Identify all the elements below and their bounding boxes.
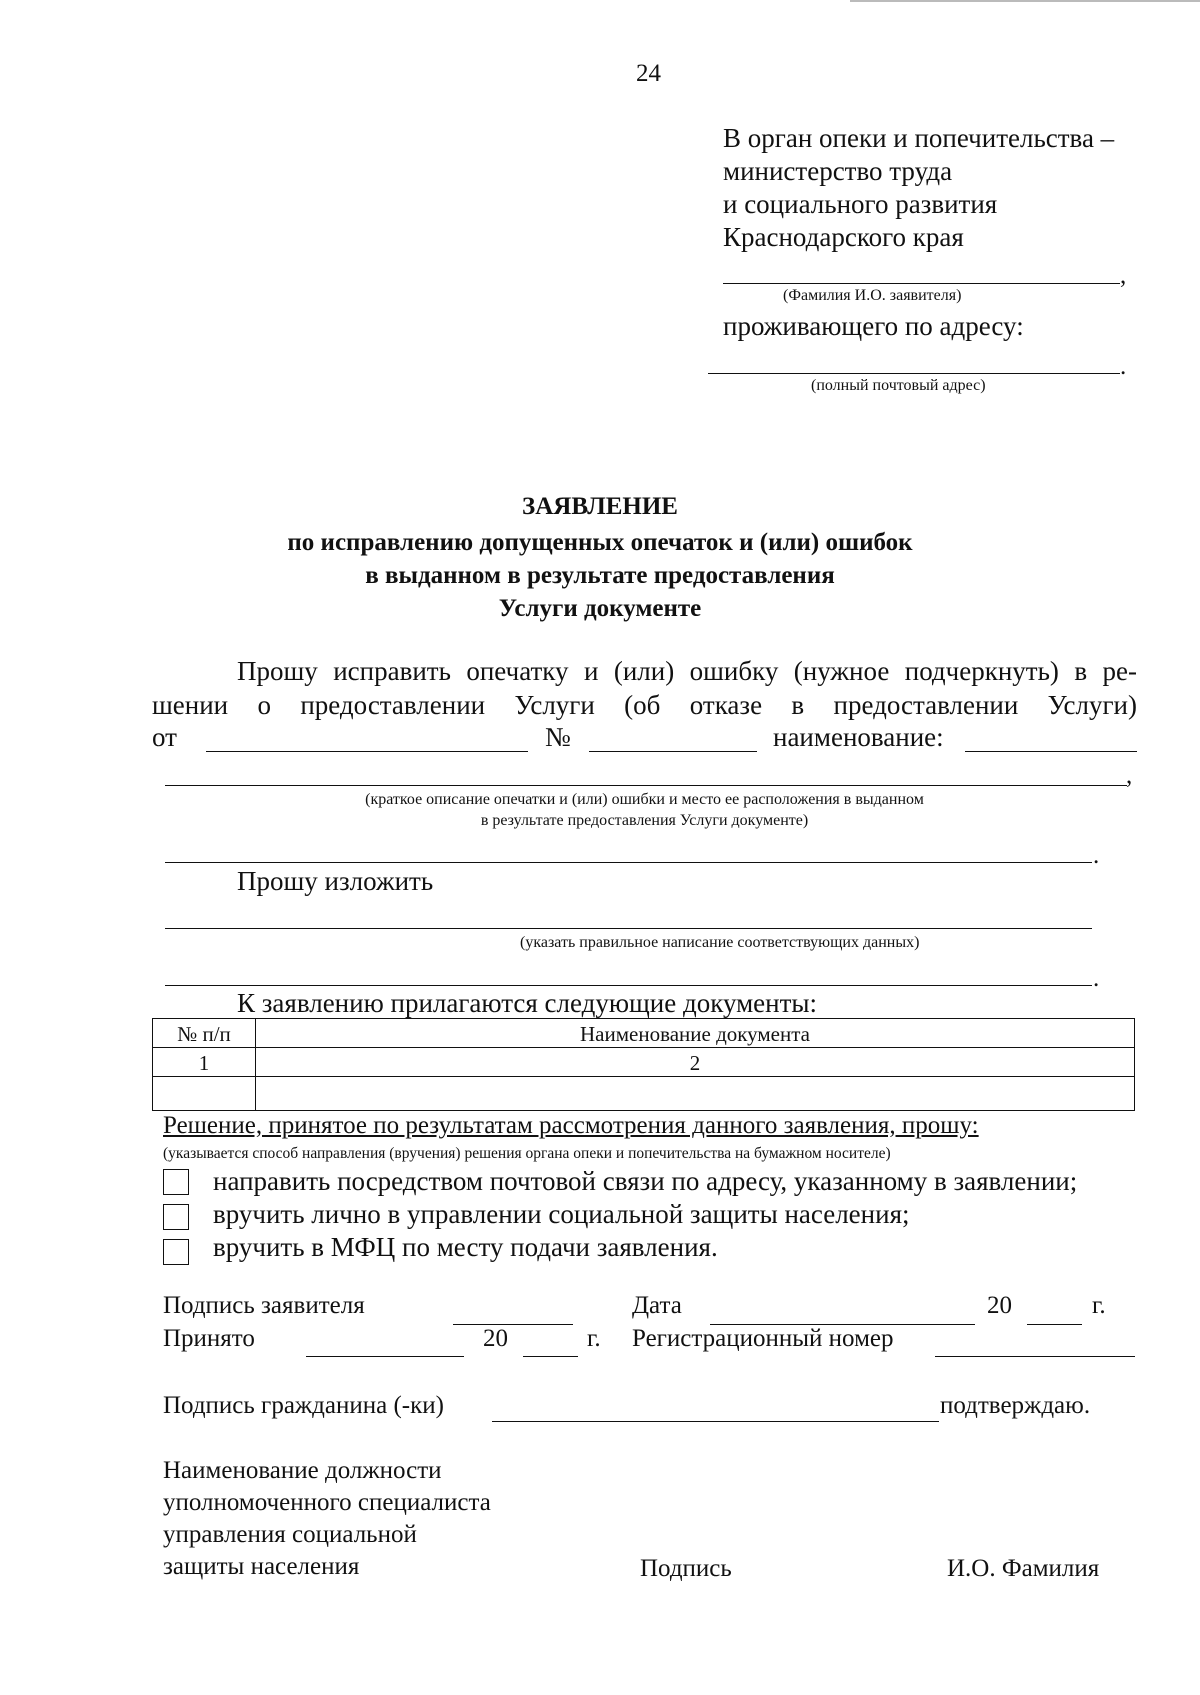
year-prefix: 20 xyxy=(987,1292,1012,1319)
description-field[interactable] xyxy=(165,785,1127,786)
date-label: Дата xyxy=(632,1292,682,1319)
decision-heading: Решение, принятое по результатам рассмотрения данного заявления, прошу: xyxy=(163,1112,979,1139)
position-line-2: уполномоченного специалиста xyxy=(163,1489,491,1516)
request-para-line-1: Прошу исправить опечатку и (или) ошибку (нужное подчеркнуть) в ре- xyxy=(237,656,1137,686)
name-label: наименование: xyxy=(773,722,944,752)
decision-caption: (указывается способ направления (вручения) решения органа опеки и попечительства на бумажном носителе) xyxy=(163,1145,891,1162)
period: . xyxy=(1120,353,1127,380)
comma: , xyxy=(1120,262,1127,289)
full-name-label: И.О. Фамилия xyxy=(947,1555,1100,1582)
addressee-line-2: министерство труда xyxy=(723,156,953,186)
signature-label: Подпись xyxy=(640,1555,732,1582)
period: . xyxy=(1093,842,1100,869)
table-header-cell: Наименование документа xyxy=(256,1019,1135,1048)
title-line-2: по исправлению допущенных опечаток и (или) ошибок xyxy=(287,529,913,556)
accepted-date-field[interactable] xyxy=(306,1356,464,1357)
accepted-year-field[interactable] xyxy=(523,1356,578,1357)
registration-number-label: Регистрационный номер xyxy=(632,1325,894,1352)
table-cell: 2 xyxy=(256,1048,1135,1077)
option-post-label: направить посредством почтовой связи по адресу, указанному в заявлении; xyxy=(213,1166,1078,1196)
correct-data-caption: (указать правильное написание соответствующих данных) xyxy=(520,934,920,951)
accepted-label: Принято xyxy=(163,1325,255,1352)
description-caption-1: (краткое описание опечатки и (или) ошибки и место ее расположения в выданном xyxy=(365,791,924,808)
page-number: 24 xyxy=(636,60,661,87)
correct-data-field[interactable] xyxy=(165,928,1092,929)
position-line-3: управления социальной xyxy=(163,1521,417,1548)
number-label: № xyxy=(545,722,571,752)
comma: , xyxy=(1126,762,1133,789)
applicant-signature-label: Подпись заявителя xyxy=(163,1292,365,1319)
residing-label: проживающего по адресу: xyxy=(723,311,1024,341)
table-header-row xyxy=(153,1019,1135,1048)
addressee-line-1: В орган опеки и попечительства – xyxy=(723,123,1115,153)
address-field[interactable] xyxy=(708,373,1120,374)
option-post-checkbox[interactable] xyxy=(163,1169,189,1195)
attachments-table xyxy=(152,1018,1135,1111)
title-line-3: в выданном в результате предоставления xyxy=(365,562,835,589)
table-row xyxy=(153,1048,1135,1077)
applicant-name-caption: (Фамилия И.О. заявителя) xyxy=(783,287,962,304)
number-field[interactable] xyxy=(589,751,757,752)
table-header-cell: № п/п xyxy=(153,1019,256,1048)
registration-number-field[interactable] xyxy=(935,1356,1135,1357)
table-cell[interactable] xyxy=(153,1077,256,1111)
table-cell[interactable] xyxy=(256,1077,1135,1111)
year-prefix: 20 xyxy=(483,1325,508,1352)
citizen-signature-label: Подпись гражданина (-ки) xyxy=(163,1392,444,1419)
table-row[interactable] xyxy=(153,1077,1135,1111)
year-field[interactable] xyxy=(1027,1324,1082,1325)
addressee-line-3: и социального развития xyxy=(723,189,998,219)
title-line-1: ЗАЯВЛЕНИЕ xyxy=(522,493,678,520)
name-field[interactable] xyxy=(965,751,1137,752)
confirm-label: подтверждаю. xyxy=(940,1392,1091,1419)
request-para-line-2: шении о предоставлении Услуги (об отказе в предоставлении Услуги) xyxy=(152,690,1137,720)
scan-edge-line xyxy=(850,0,1200,2)
addressee-line-4: Краснодарского края xyxy=(723,222,964,252)
address-caption: (полный почтовый адрес) xyxy=(811,377,986,394)
applicant-name-field[interactable] xyxy=(723,283,1120,284)
year-suffix: г. xyxy=(1092,1292,1106,1319)
option-personal-label: вручить лично в управлении социальной защиты населения; xyxy=(213,1199,910,1229)
option-mfc-label: вручить в МФЦ по месту подачи заявления. xyxy=(213,1232,718,1262)
description-caption-2: в результате предоставления Услуги документе) xyxy=(480,812,809,829)
year-suffix: г. xyxy=(587,1325,601,1352)
description-field-2[interactable] xyxy=(165,862,1092,863)
attachments-label: К заявлению прилагаются следующие документы: xyxy=(237,988,818,1018)
applicant-signature-field[interactable] xyxy=(453,1324,573,1325)
title-line-4: Услуги документе xyxy=(498,595,702,622)
period: . xyxy=(1093,965,1100,992)
from-label: от xyxy=(152,722,177,752)
position-line-4: защиты населения xyxy=(163,1553,360,1580)
table-cell: 1 xyxy=(153,1048,256,1077)
option-personal-checkbox[interactable] xyxy=(163,1204,189,1230)
option-mfc-checkbox[interactable] xyxy=(163,1239,189,1265)
position-line-1: Наименование должности xyxy=(163,1457,442,1484)
from-date-field[interactable] xyxy=(206,751,528,752)
correct-data-field-2[interactable] xyxy=(165,985,1092,986)
please-state-label: Прошу изложить xyxy=(237,866,434,896)
citizen-signature-field[interactable] xyxy=(492,1421,939,1422)
